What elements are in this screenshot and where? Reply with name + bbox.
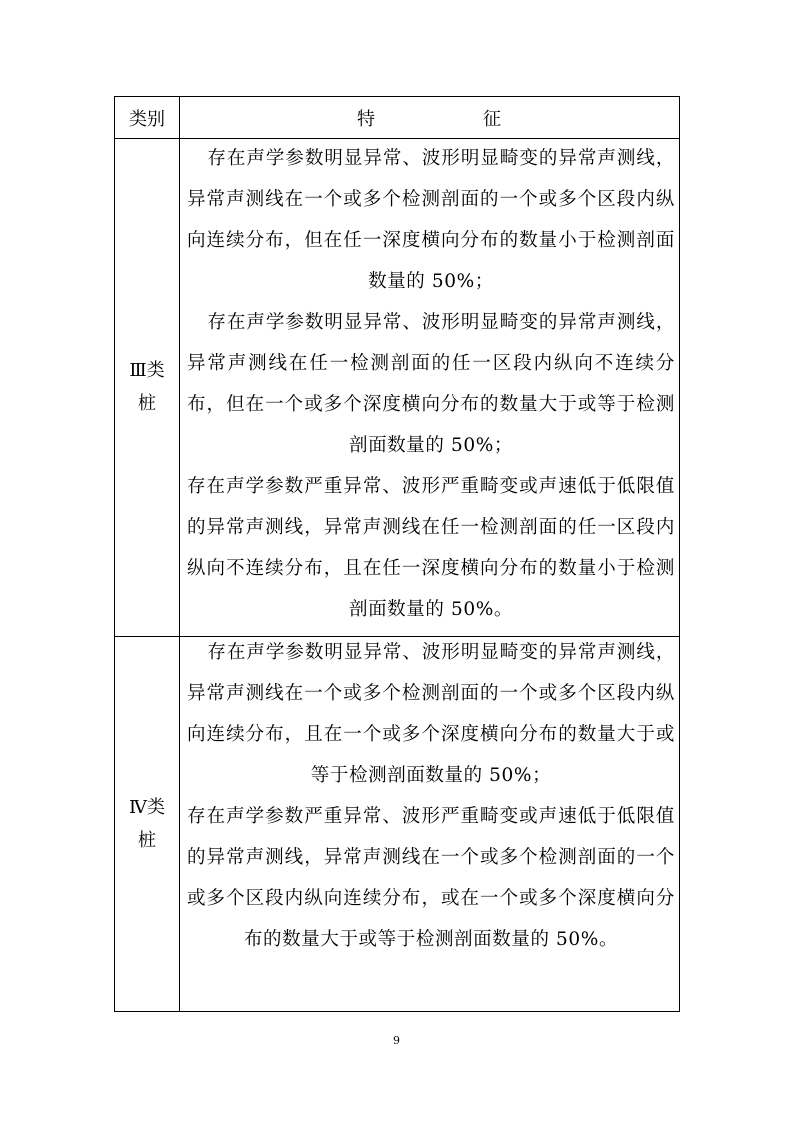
feature-paragraph: 存在声学参数严重异常、波形严重畸变或声速低于低限值的异常声测线，异常声测线在一个或多个检测剖面的一个或多个区段内纵向连续分布，或在一个或多个深度横向分布的数量大于或等于检测剖面数量的 50%。: [187, 806, 675, 950]
category-label: 桩: [138, 829, 156, 851]
header-category: 类别: [129, 108, 165, 130]
header-feature-char: 征: [483, 108, 501, 130]
category-cell-iii: [115, 138, 179, 636]
feature-paragraph: 存在声学参数明显异常、波形明显畸变的异常声测线，异常声测线在任一检测剖面的任一区段内纵向不连续分布，但在一个或多个深度横向分布的数量大于或等于检测剖面数量的 50%；: [187, 312, 675, 456]
category-cell-iv: [115, 636, 179, 1011]
page-number: 9: [393, 1034, 400, 1047]
header-feature-char: 特: [357, 108, 375, 130]
column-divider: [179, 97, 180, 1011]
category-label: 桩: [138, 393, 156, 414]
feature-paragraph: 存在声学参数明显异常、波形明显畸变的异常声测线，异常声测线在一个或多个检测剖面的一个或多个区段内纵向连续分布，且在一个或多个深度横向分布的数量大于或等于检测剖面数量的 50%；: [187, 642, 675, 786]
header-feature: [179, 97, 679, 138]
feature-paragraph: 存在声学参数严重异常、波形严重畸变或声速低于低限值的异常声测线，异常声测线在任一检测剖面的任一区段内纵向不连续分布，且在任一深度横向分布的数量小于检测剖面数量的 50%。: [187, 476, 675, 620]
category-label: Ⅲ类: [129, 360, 165, 381]
category-label: Ⅳ类: [129, 796, 165, 818]
classification-table: [114, 96, 680, 1012]
feature-paragraph: 存在声学参数明显异常、波形明显畸变的异常声测线，异常声测线在一个或多个检测剖面的一个或多个区段内纵向连续分布，但在任一深度横向分布的数量小于检测剖面数量的 50%；: [187, 148, 675, 292]
